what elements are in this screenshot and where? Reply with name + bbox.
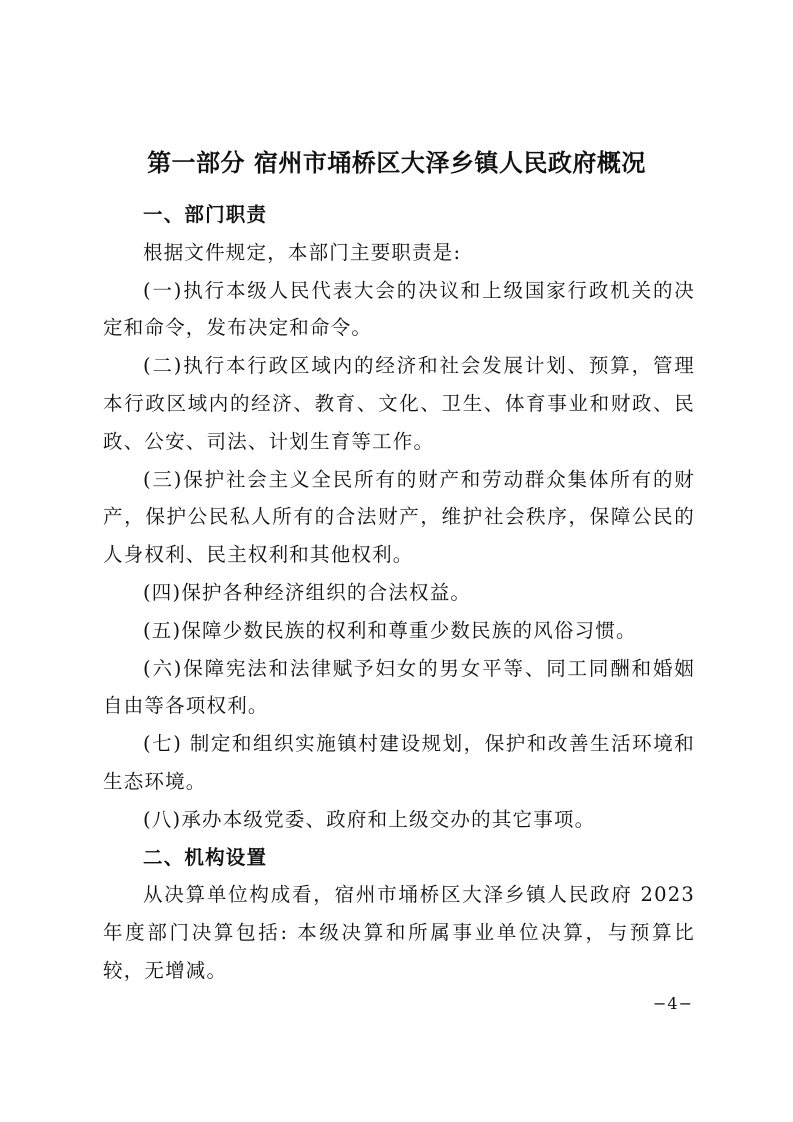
duty-item-6: (六)保障宪法和法律赋予妇女的男女平等、同工同酬和婚姻自由等各项权利。 (103, 656, 695, 718)
duty-item-5: (五)保障少数民族的权利和尊重少数民族的风俗习惯。 (143, 618, 637, 642)
page-number: −4− (653, 994, 693, 1013)
duty-item-8: (八)承办本级党委、政府和上级交办的其它事项。 (143, 807, 596, 831)
document-body (103, 196, 695, 990)
section-heading-organization: 二、机构设置 (143, 845, 268, 869)
page-title: 第一部分 宿州市埇桥区大泽乡镇人民政府概况 (147, 149, 646, 177)
section-heading-duties: 一、部门职责 (143, 203, 268, 226)
duty-item-3: (三)保护社会主义全民所有的财产和劳动群众集体所有的财产，保护公民私人所有的合法财产，维护社会秩序，保障公民的人身权利、民主权利和其他权利。 (103, 467, 695, 567)
duties-intro: 根据文件规定，本部门主要职责是: (143, 240, 462, 264)
duty-item-2: (二)执行本行政区域内的经济和社会发展计划、预算，管理本行政区域内的经济、教育、文化、卫生、体育事业和财政、民政、公安、司法、计划生育等工作。 (103, 354, 695, 453)
organization-text: 从决算单位构成看，宿州市埇桥区大泽乡镇人民政府 2023 年度部门决算包括: 本级决算和所属事业单位决算，与预算比较，无增减。 (103, 883, 695, 982)
duty-item-7: (七) 制定和组织实施镇村建设规划，保护和改善生活环境和生态环境。 (103, 732, 695, 793)
duty-item-1: (一)执行本级人民代表大会的决议和上级国家行政机关的决定和命令，发布决定和命令。 (103, 278, 695, 340)
duty-item-4: (四)保护各种经济组织的合法权益。 (143, 580, 472, 604)
